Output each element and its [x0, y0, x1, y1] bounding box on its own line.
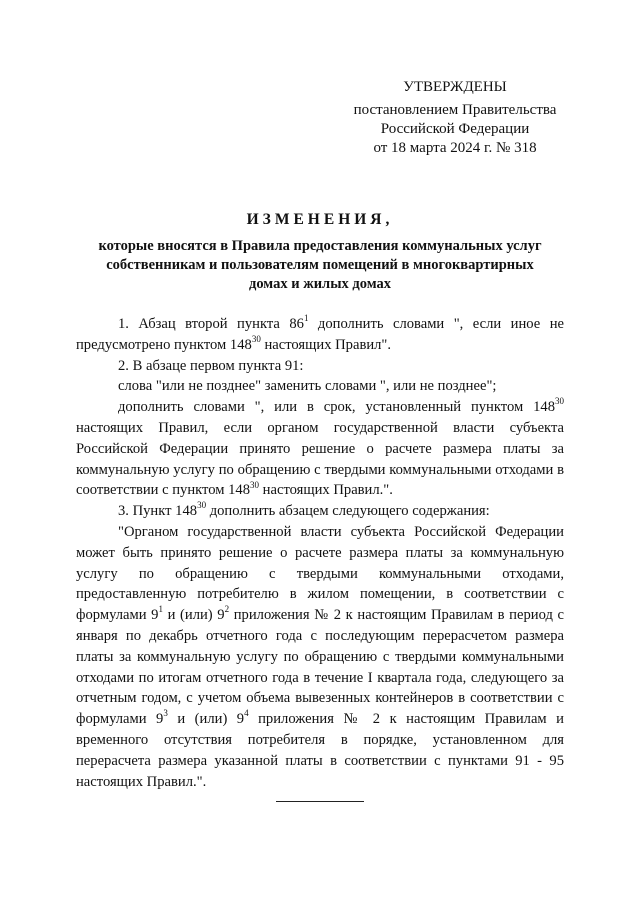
- text-fragment: 3. Пункт 148: [118, 503, 198, 520]
- paragraph-6: [76, 522, 564, 792]
- superscript: 30: [251, 333, 261, 344]
- superscript: 1: [303, 313, 309, 324]
- approval-title: УТВЕРЖДЕНЫ: [403, 79, 507, 95]
- superscript: 30: [250, 479, 260, 490]
- paragraph-4: [76, 397, 564, 501]
- text-fragment: настоящих Правил, если органом государственной власти субъекта Российской Федерации принято решение о расчете размера платы за коммунальную услугу по обращению с твердыми коммунальными отходами в соответствии с пунктом 148: [76, 419, 564, 499]
- text-fragment: и (или) 9: [162, 607, 225, 624]
- document-heading: [64, 210, 576, 294]
- superscript: 4: [244, 708, 249, 719]
- text-fragment: приложения № 2 к настоящим Правилам и временного отсутствия потребителя в порядке, установленном для перерасчета размера указанной платы в соответствии с пунктами 91 - 95 настоящих Правил.".: [76, 711, 564, 790]
- superscript: 30: [197, 500, 207, 511]
- superscript: 2: [224, 604, 230, 615]
- end-divider: [276, 801, 364, 802]
- approval-line-3: от 18 марта 2024 г. № 318: [373, 140, 537, 156]
- paragraph-1: [76, 314, 564, 356]
- text-fragment: настоящих Правил".: [260, 336, 392, 353]
- document-body: [76, 314, 564, 792]
- text-fragment: 1. Абзац второй пункта 86: [118, 316, 304, 332]
- approval-block: [330, 78, 580, 158]
- text-fragment: приложения № 2 к настоящим Правилам в период с января по декабрь отчетного года с последующим перерасчетом размера платы за коммунальную услугу по обращению с твердыми коммунальными отходами по итогам отчетного года в течение I квартала года, следующего за отчетным годом, с учетом объема вывезенных контейнеров в соответствии с формулами 9: [76, 607, 564, 728]
- approval-line-1: постановлением Правительства: [353, 102, 557, 118]
- text-fragment: дополнить абзацем следующего содержания:: [206, 503, 490, 520]
- paragraph-5: [76, 501, 564, 522]
- superscript: 3: [163, 708, 168, 719]
- text-fragment: настоящих Правил.".: [259, 482, 393, 499]
- superscript: 1: [158, 604, 163, 615]
- approval-line-2: Российской Федерации: [380, 121, 530, 137]
- document-subtitle: которые вносятся в Правила предоставления коммунальных услуг собственникам и пользователям помещений в многоквартирных домах и жилых домах: [98, 238, 542, 292]
- superscript: 30: [555, 396, 564, 407]
- text-fragment: "Органом государственной власти субъекта Российской Федерации может быть принято решение о расчете размера платы за коммунальную услугу по обращению с твердыми коммунальными отходами, предоставленную потребителю в жилом помещении, в соответствии с формулами 9: [76, 523, 564, 624]
- paragraph-3: слова "или не позднее" заменить словами ", или не позднее";: [118, 378, 497, 395]
- text-fragment: дополнить словами ", или в срок, установленный пунктом 148: [118, 399, 555, 416]
- text-fragment: дополнить словами ", если иное не предусмотрено пунктом 148: [76, 316, 564, 353]
- paragraph-2: 2. В абзаце первом пункта 91:: [118, 357, 304, 374]
- document-title: ИЗМЕНЕНИЯ,: [246, 211, 394, 228]
- text-fragment: и (или) 9: [167, 711, 245, 728]
